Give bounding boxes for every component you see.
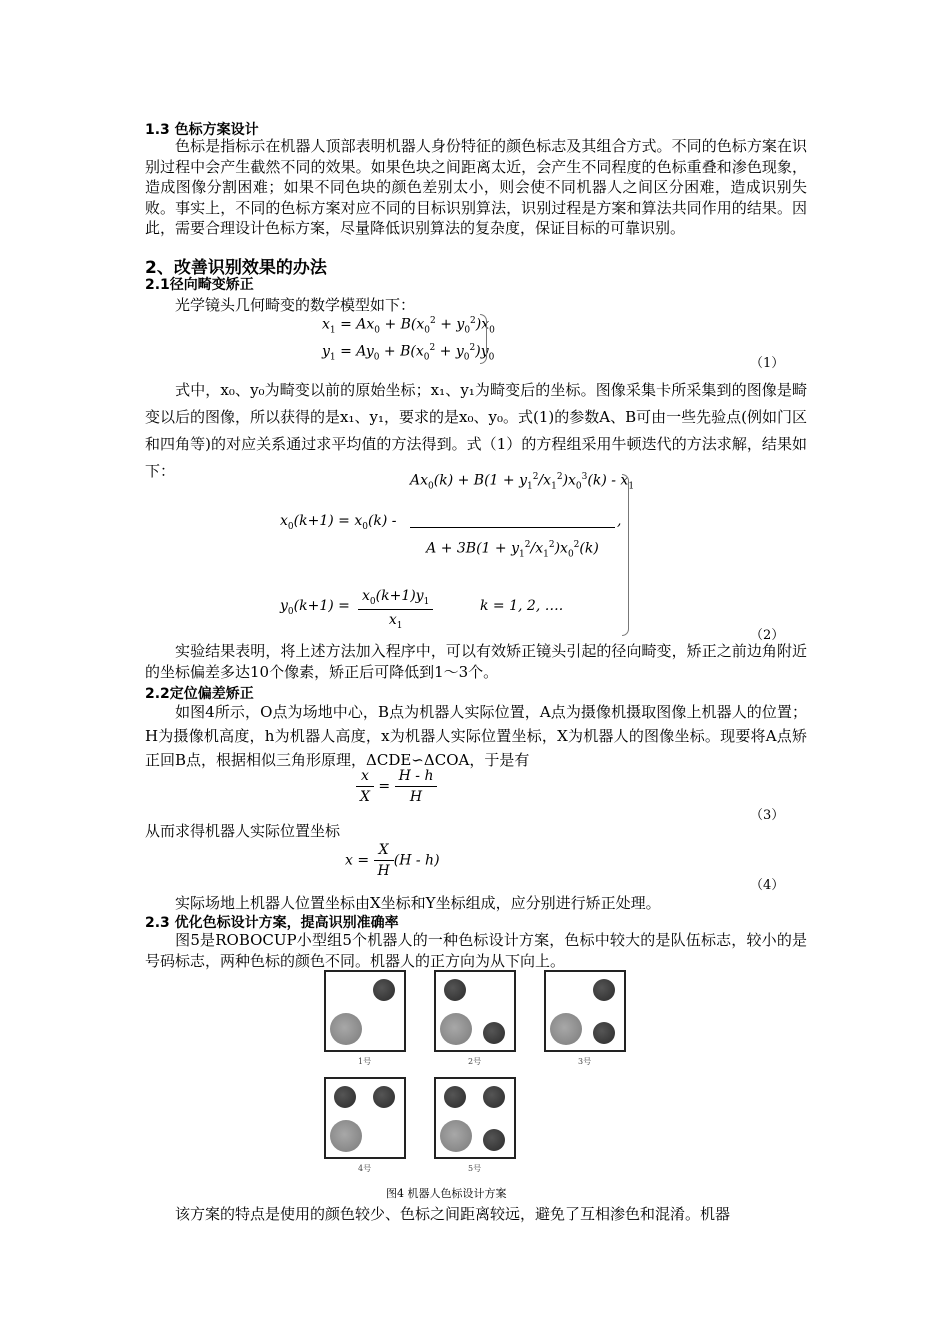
number-marker [483, 1129, 505, 1151]
paragraph-color-scheme-design: 图5是ROBOCUP小型组5个机器人的一种色标设计方案，色标中较大的是队伍标志，较小的是号码标志，两种色标的颜色不同。机器人的正方向为从下向上。 [145, 931, 807, 970]
equation-1-line-2: $y_1 = Ay_0 + B(x_0^2 + y_0^2)y_0$ [322, 343, 495, 363]
paragraph-distortion-result: 实验结果表明，将上述方法加入程序中，可以有效矫正镜头引起的径向畸变，矫正之前边角附近的坐标偏差多达10个像素，矫正后可降低到1～3个。 [145, 642, 807, 681]
robot-marker-label-4: 4号 [358, 1164, 372, 1173]
number-marker [593, 1022, 615, 1044]
team-marker [330, 1013, 362, 1045]
equation-2-k-range: k = 1, 2, …. [480, 598, 564, 614]
equation-3-number: （3） [750, 808, 785, 823]
equation-2-number: （2） [750, 628, 785, 643]
paragraph-distortion-params: 式中，x₀、y₀为畸变以前的原始坐标；x₁、y₁为畸变后的坐标。图像采集卡所采集到的图像是畸变以后的图像，所以获得的是x₁、y₁，要求的是x₀、y₀。式(1)的参数A、B可由一些先验点(例如门区和四角等)的对应关系通过求平均值的方法得到。式（1）的方程组采用牛顿迭代的方法求解，结果如下： [145, 381, 807, 480]
section-heading-2-3: 2.3 优化色标设计方案，提高识别准确率 [145, 915, 399, 931]
number-marker [593, 979, 615, 1001]
robot-marker-box-1 [324, 970, 406, 1052]
paragraph-color-scheme: 色标是指标示在机器人顶部表明机器人身份特征的颜色标志及其组合方式。不同的色标方案在识别过程中会产生截然不同的效果。如果色块之间距离太近，会产生不同程度的色标重叠和渗色现象，造成图像分割困难；如果不同色块的颜色差别太小，则会使不同机器人之间区分困难，造成识别失败。事实上，不同的色标方案对应不同的目标识别算法，识别过程是方案和算法共同作用的结果。因此，需要合理设计色标方案，尽量降低识别算法的复杂度，保证目标的可靠识别。 [145, 137, 807, 237]
robot-marker-label-5: 5号 [468, 1164, 482, 1173]
robot-marker-box-4 [324, 1077, 406, 1159]
equation-2-brace [622, 474, 629, 636]
number-marker [444, 1086, 466, 1108]
team-marker [330, 1120, 362, 1152]
section-heading-2: 2、改善识别效果的办法 [145, 258, 327, 278]
equation-1-line-1: $x_1 = Ax_0 + B(x_0^2 + y_0^2)x_0$ [322, 316, 495, 336]
number-marker [444, 979, 466, 1001]
robot-marker-box-2 [434, 970, 516, 1052]
equation-1-number: （1） [750, 356, 785, 371]
number-marker [483, 1086, 505, 1108]
number-marker [483, 1022, 505, 1044]
equation-1-brace [480, 314, 487, 364]
equation-2-fraction-bar [410, 527, 615, 528]
paragraph-actual-position: 从而求得机器人实际位置坐标 [145, 822, 341, 840]
equation-4: x = $\frac{X}{H}$ (H - h) [345, 842, 440, 879]
team-marker [440, 1013, 472, 1045]
paragraph-position-correction: 如图4所示，O点为场地中心，B点为机器人实际位置，A点为摄像机摄取图像上机器人的位置；H为摄像机高度，h为机器人高度，x为机器人实际位置坐标，X为机器人的图像坐标。现要将A点矫正回B点，根据相似三角形原理，ΔCDE∽ΔCOA，于是有 [145, 703, 807, 769]
number-marker [373, 1086, 395, 1108]
number-marker [334, 1086, 356, 1108]
figure-caption: 图4 机器人色标设计方案 [386, 1187, 507, 1200]
equation-2-y-fraction: $\frac{x_0(k+1)y_1}{x_1}$ [358, 588, 433, 631]
section-heading-1-3: 1.3 色标方案设计 [145, 122, 259, 138]
section-heading-2-2: 2.2定位偏差矫正 [145, 686, 254, 702]
equation-3: $\frac{x}{X}$ = $\frac{H - h}{H}$ [356, 768, 437, 805]
section-heading-2-1: 2.1径向畸变矫正 [145, 277, 254, 293]
paragraph-distortion-intro: 光学镜头几何畸变的数学模型如下： [175, 296, 416, 314]
paragraph-scheme-features: 该方案的特点是使用的颜色较少、色标之间距离较远，避免了互相渗色和混淆。机器 [175, 1205, 731, 1223]
equation-2-lhs-y: $y_0(k+1)$ = [280, 598, 350, 617]
team-marker [440, 1120, 472, 1152]
team-marker [550, 1013, 582, 1045]
equation-2-numerator: $Ax_0(k) + B(1 + y_1^2/x_1^2)x_0^3(k) - x_1$ [410, 472, 635, 492]
robot-marker-box-5 [434, 1077, 516, 1159]
number-marker [373, 979, 395, 1001]
robot-marker-label-3: 3号 [578, 1057, 592, 1066]
equation-2-comma: , [617, 513, 622, 529]
paragraph-xy-correction: 实际场地上机器人位置坐标由X坐标和Y坐标组成，应分别进行矫正处理。 [175, 894, 661, 912]
robot-marker-label-2: 2号 [468, 1057, 482, 1066]
equation-2-denominator: $A + 3B(1 + y_1^2/x_1^2)x_0^2(k)$ [426, 540, 599, 560]
robot-marker-box-3 [544, 970, 626, 1052]
equation-4-number: （4） [750, 878, 785, 893]
equation-2-lhs-x: $x_0(k+1) = x_0(k)$ - [280, 513, 397, 532]
robot-marker-label-1: 1号 [358, 1057, 372, 1066]
